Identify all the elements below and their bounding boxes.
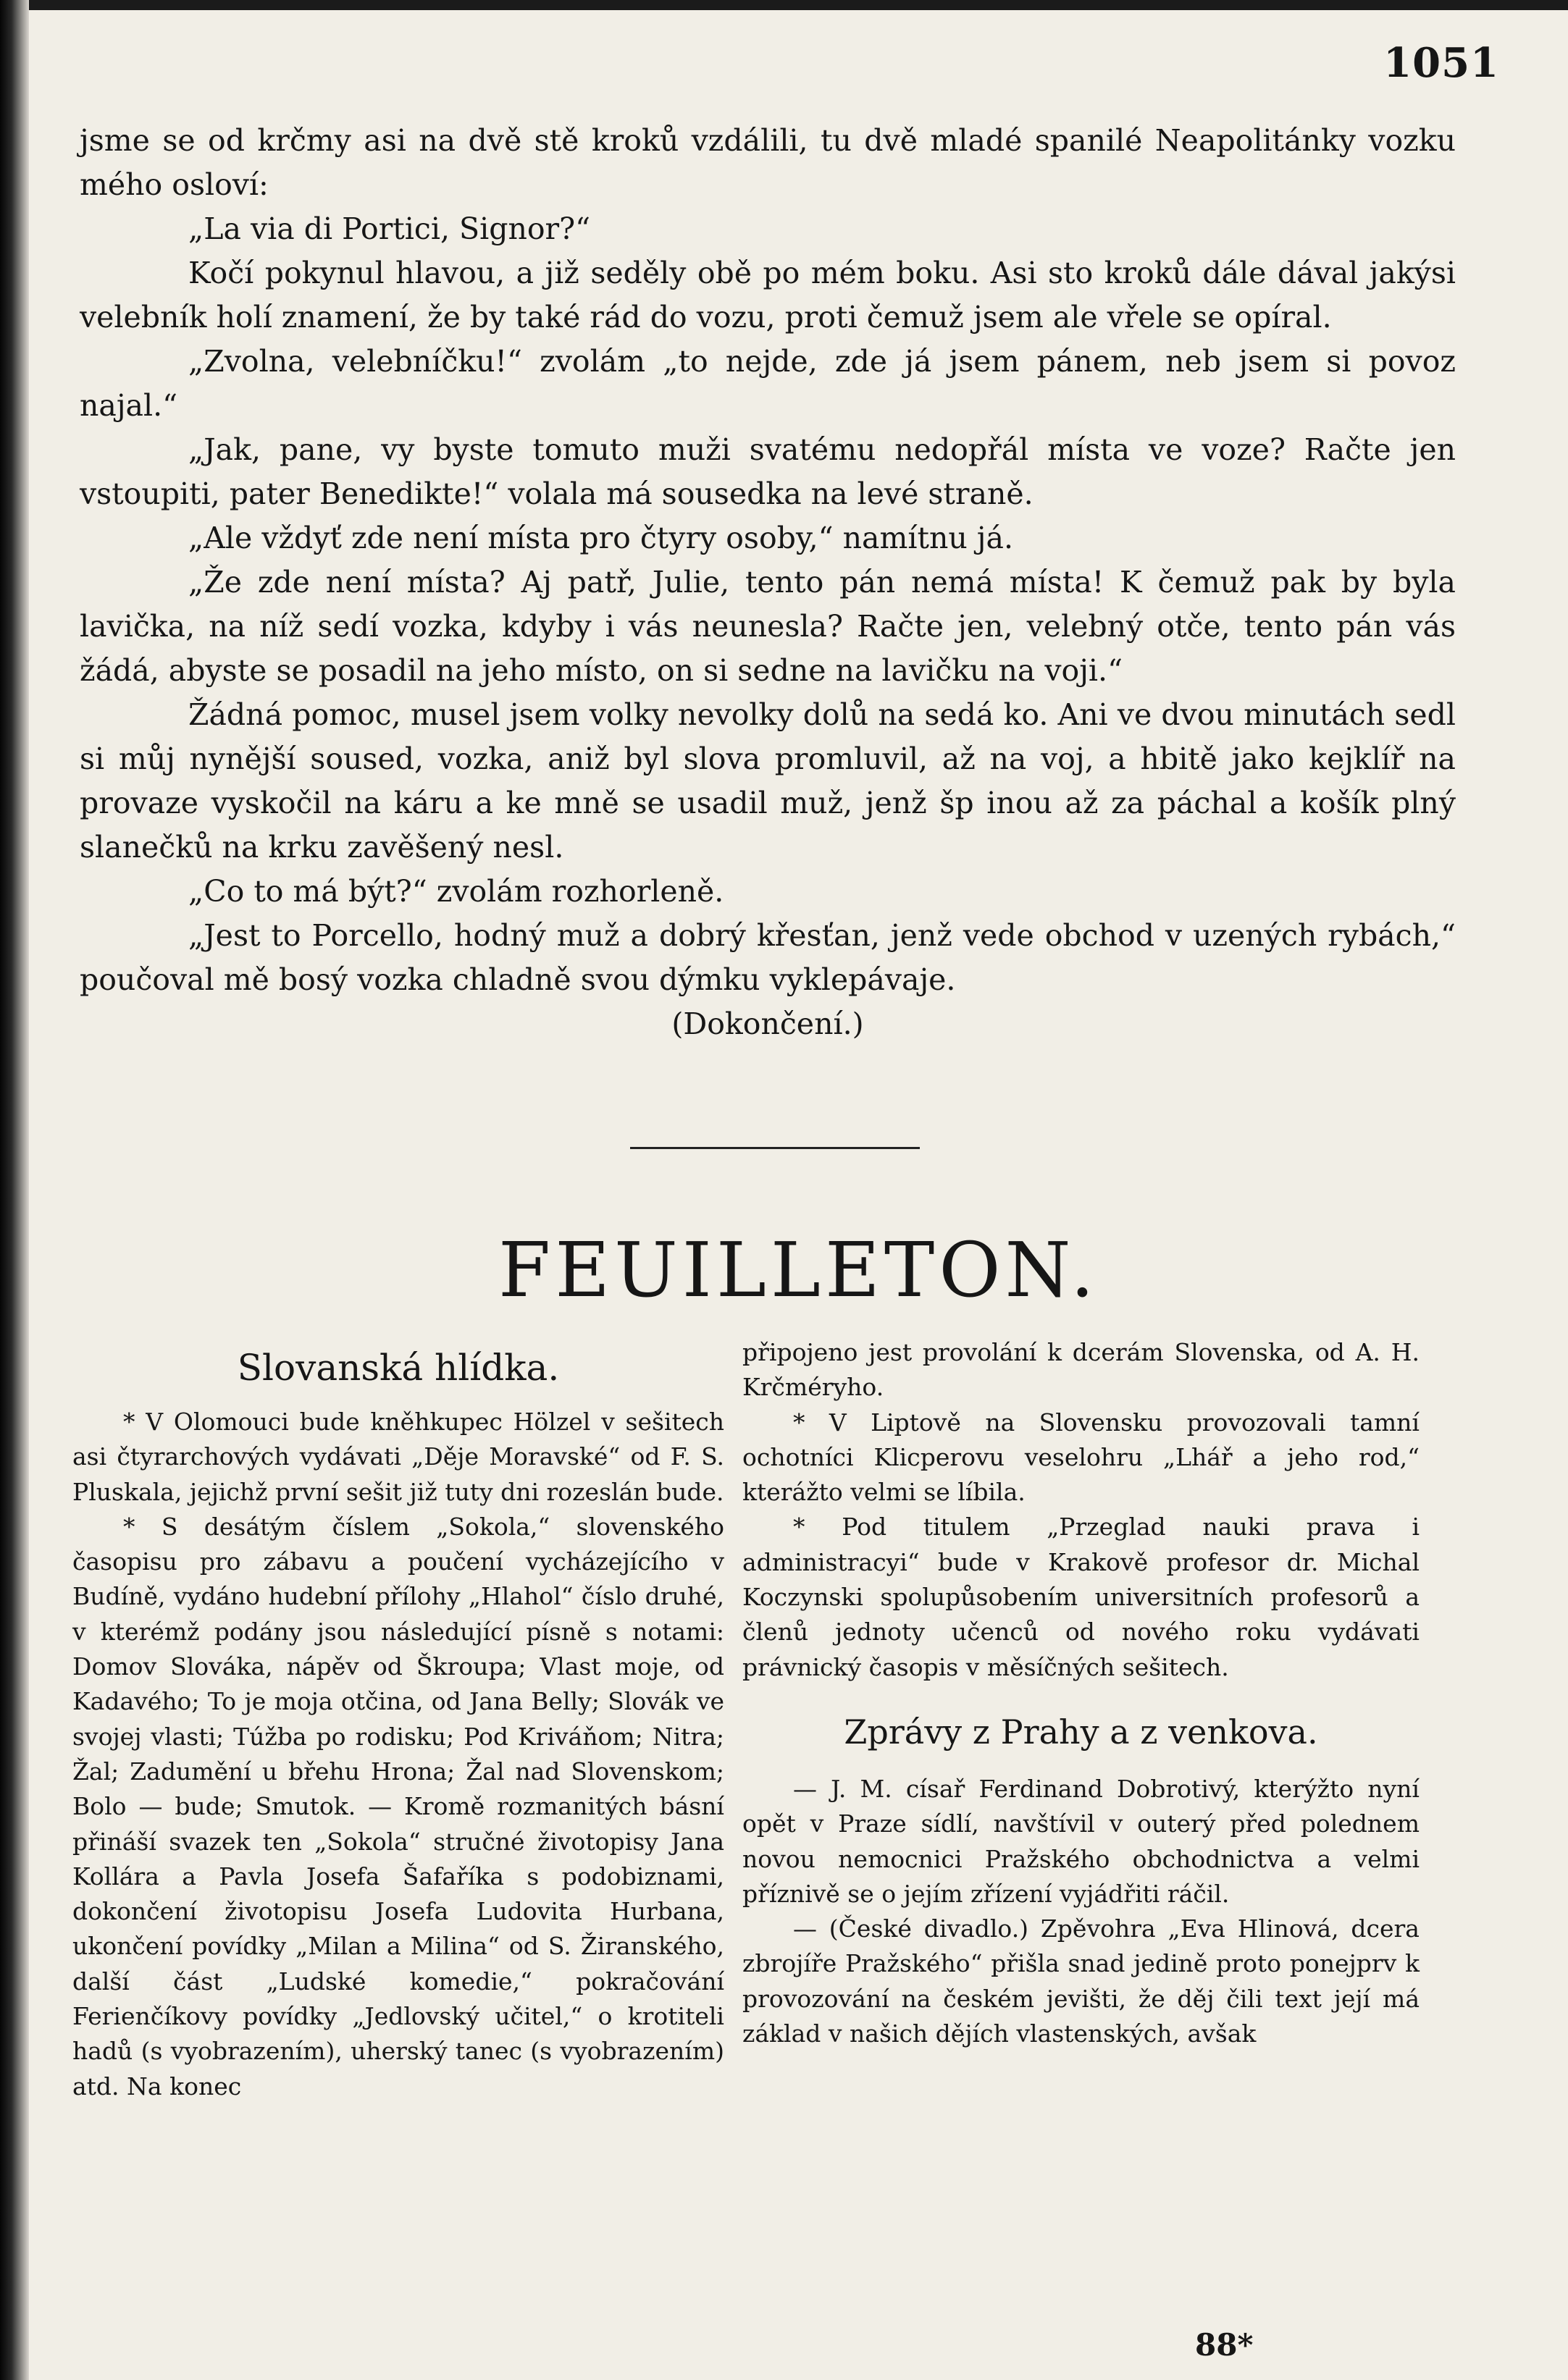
story-paragraph: „Že zde není místa? Aj patř, Julie, tento pán nemá místa! K čemuž pak by byla lavička, na níž sedí vozka, kdyby i vás neunesla? Račte jen, velebný otče, tento pán vás žádá, abyste se posadil na jeho místo, on si sedne na lavičku na voji.“ [80,565,1456,688]
news-item: * V Olomouci bude kněhkupec Hölzel v sešitech asi čtyrarchových vydávati „Děje Moravské“ od F. S. Pluskala, jejichž první sešit již tuty dni rozeslán bude. [72,1408,724,1506]
page-number: 1051 [1383,39,1499,87]
news-item: * S desátým číslem „Sokola,“ slovenského časopisu pro zábavu a poučení vycházejícího v Budíně, vydáno hudební přílohy „Hlahol“ číslo druhé, v kterémž podány jsou následující písně s notami: Domov Slováka, nápěv od Škroupa; Vlast moje, od Kadavého; To je moja otčina, od Jana Belly; Slovák ve svojej vlasti; Túžba po rodisku; Pod Kriváňom; Nitra; Žal; Zadumění u břehu Hrona; Žal nad Slovenskom; Bolo — bude; Smutok. — Kromě rozmanitých básní přináší svazek ten „Sokola“ stručné životopisy Jana Kollára a Pavla Josefa Šafaříka s podobiznami, dokončení životopisu Josefa Ludovita Hurbana, ukončení povídky „Milan a Milina“ od S. Žiranského, další část „Ludské komedie,“ pokračování Ferienčíkovy povídky „Jedlovský učitel,“ o krotiteli hadů (s vyobrazením), uherský tanec (s vyobrazením) atd. Na konec [72,1512,724,2101]
news-item: — J. M. císař Ferdinand Dobrotivý, kterýžto nyní opět v Praze sídlí, navštívil v outerý před polednem novou nemocnici Pražského obchodnictva a velmi příznivě se o jejím zřízení vyjádřiti ráčil. [742,1774,1420,1908]
story-paragraph: „Jak, pane, vy byste tomuto muži svatému nedopřál místa ve voze? Račte jen vstoupiti, pater Benedikte!“ volala má sousedka na levé straně. [80,432,1456,511]
section-title: FEUILLETON. [498,1226,1099,1314]
binding-edge [0,0,29,2380]
story-paragraph: „Jest to Porcello, hodný muž a dobrý křesťan, jenž vede obchod v uzených rybách,“ poučoval mě bosý vozka chladně svou dýmku vyklepávaje. [80,918,1456,997]
story-paragraph: „Zvolna, velebníčku!“ zvolám „to nejde, zde já jsem pánem, neb jsem si povoz najal.“ [80,344,1456,423]
story-paragraph: „Ale vždyť zde není místa pro čtyry osoby,“ namítnu já. [188,521,1013,555]
right-column [742,1335,1420,2051]
story-paragraph: jsme se od krčmy asi na dvě stě kroků vzdálili, tu dvě mladé spanilé Neapolitánky vozku mého osloví: [80,123,1456,202]
story-paragraph: Žádná pomoc, musel jsem volky nevolky dolů na sedá ko. Ani ve dvou minutách sedl si můj nynější soused, vozka, aniž byl slova promluvil, až na voj, a hbitě jako kejklíř na provaze vyskočil na káru a ke mně se usadil muž, jenž šp inou až za páchal a košík plný slanečků na krku zavěšený nesl. [80,697,1456,865]
news-item: * V Liptově na Slovensku provozovali tamní ochotníci Klicperovu veselohru „Lhář a jeho rod,“ kterážto velmi se líbila. [742,1408,1420,1507]
section-divider [630,1147,920,1149]
left-column [72,1335,724,2104]
signature-mark: 88* [1195,2327,1254,2363]
column-heading: Slovanská hlídka. [237,1347,560,1389]
news-item: připojeno jest provolání k dcerám Slovenska, od A. H. Krčméryho. [742,1338,1420,1402]
story-continuation [80,119,1456,1046]
column-heading: Zprávy z Prahy a z venkova. [844,1712,1318,1752]
continuation-note: (Dokončení.) [671,1006,864,1041]
newspaper-page [29,10,1568,2380]
news-item: — (České divadlo.) Zpěvohra „Eva Hlinová, dcera zbrojíře Pražského“ přišla snad jedině proto ponejprv k provozování na českém jevišti, že děj čili text její má základ v našich dějích vlastenských, avšak [742,1914,1420,2048]
news-item: * Pod titulem „Przeglad nauki prava i administracyi“ bude v Krakově profesor dr. Michal Koczynski spolupůsobením universitních profesorů a členů jednoty učenců od nového roku vydávati právnický časopis v měsíčných sešitech. [742,1513,1420,1681]
story-paragraph: „La via di Portici, Signor?“ [188,211,591,246]
story-paragraph: Kočí pokynul hlavou, a již seděly obě po mém boku. Asi sto kroků dále dával jakýsi velebník holí znamení, že by také rád do vozu, proti čemuž jsem ale vřele se opíral. [80,256,1456,335]
story-paragraph: „Co to má být?“ zvolám rozhorleně. [188,874,724,909]
